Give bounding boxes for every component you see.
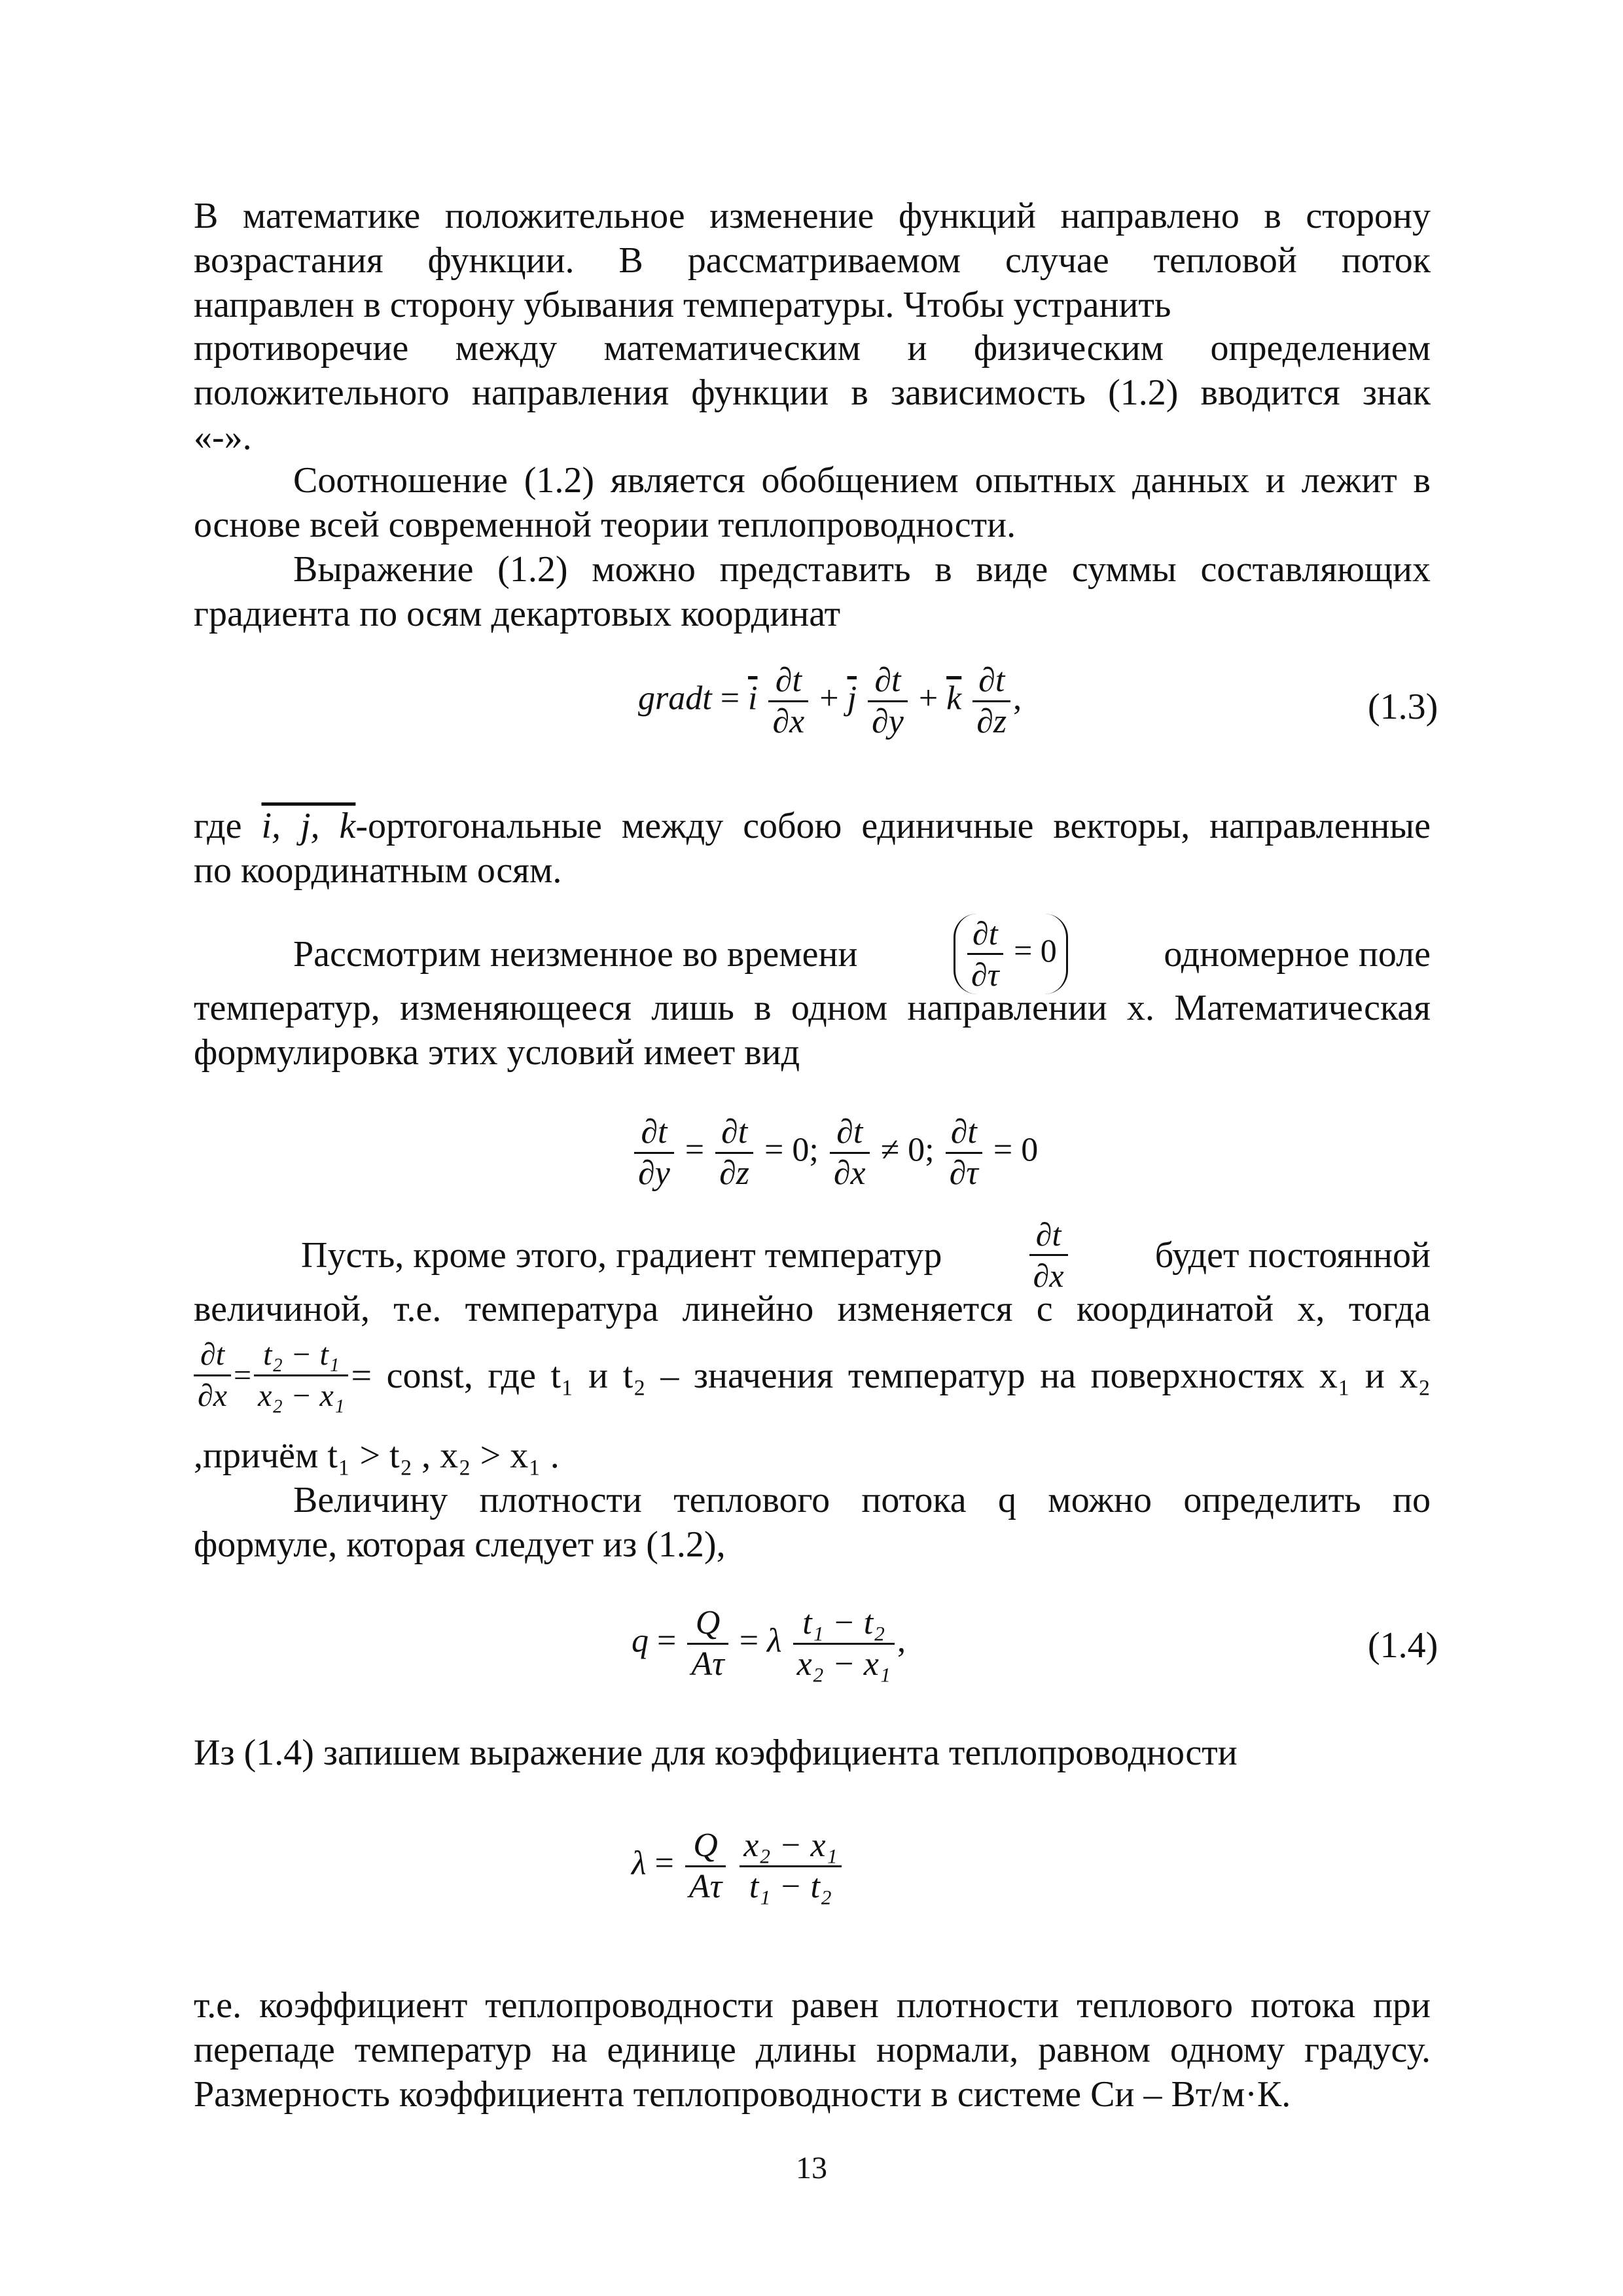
equation-conductivity: λ = $\frac{Q}{A\tau}$ $\frac{\text{x₂ − x₁}}{\text{t₁ − t₂}}$ — [632, 1826, 844, 1907]
equation-heat-flux: q = $\frac{Q}{A\tau}$ = λ $\frac{\text{t₁ − t₂}}{\text{x₂ − x₁}}$ , — [632, 1604, 906, 1683]
text-line: основе всей современной теории теплопроводности. — [194, 505, 1016, 545]
text-line: Выражение (1.2) можно представить в виде суммы составляющих — [293, 549, 1431, 590]
text-line: формулировка этих условий имеет вид — [194, 1032, 800, 1073]
text-line: Соотношение (1.2) является обобщением опытных данных и лежит в — [293, 460, 1431, 501]
eq-gradt: gradt — [638, 679, 712, 717]
fraction: $\frac{\partial t}{\partial x}$ — [768, 661, 808, 742]
text-line: $\frac{\partial t}{\partial x}$ = $\frac{\text{t₂ − t₁}}{\text{x₂ − x₁}}$ = const, где t₁ и t₂ – значения температур на поверхностях x₁ и x₂ — [194, 1335, 1431, 1416]
equation-number: (1.4) — [1368, 1625, 1438, 1666]
text-line: величиной, т.е. температура линейно изменяется с координатой x, тогда — [194, 1289, 1431, 1329]
text-line: ,причём t₁ > t₂ , x₂ > x₁ . — [194, 1435, 560, 1476]
text-line: т.е. коэффициент теплопроводности равен плотности теплового потока при — [194, 1985, 1431, 2026]
text-line: Размерность коэффициента теплопроводности в системе Си – Вт/м·К. — [194, 2074, 1291, 2115]
text-line: Из (1.4) запишем выражение для коэффициента теплопроводности — [194, 1732, 1238, 1773]
text-line: температур, изменяющееся лишь в одном направлении x. Математическая — [194, 988, 1431, 1028]
text-line: Величину плотности теплового потока q можно определить по — [293, 1480, 1431, 1520]
text-line: противоречие между математическим и физическим определением — [194, 328, 1431, 368]
text-line: Пусть, кроме этого, градиент температур $\frac{\partial t}{\partial x}$ будет постоянной — [301, 1216, 1431, 1294]
text-line: направлен в сторону убывания температуры. Чтобы устранить — [194, 285, 1171, 325]
text-line: «-». — [194, 417, 252, 457]
text-line: перепаде температур на единице длины нормали, равном одному градусу. — [194, 2030, 1431, 2070]
equation-number: (1.3) — [1368, 687, 1438, 727]
page-number: 13 — [796, 2151, 827, 2185]
fraction: $\frac{\partial t}{\partial y}$ — [868, 661, 908, 742]
time-derivative-condition: $\frac{\partial t}{\partial\tau}$ = 0 — [954, 914, 1068, 994]
text-line: где i, j, k-ортогональные между собою единичные векторы, направленные — [194, 806, 1431, 846]
fraction: $\frac{\partial t}{\partial z}$ — [972, 661, 1010, 742]
text-line: формуле, которая следует из (1.2), — [194, 1524, 726, 1565]
text-line: градиента по осям декартовых координат — [194, 594, 841, 634]
equation-gradient: gradt = $\overline{i}$ $\frac{\partial t}{\partial x}$ + $\overline{j}$ $\frac{\partial t}{\partial y}$ + $\overline{k}$ $\frac{\partial t}{\partial z}$ , — [638, 662, 1022, 740]
text-line: В математике положительное изменение функций направлено в сторону — [194, 196, 1431, 236]
text-line: Рассмотрим неизменное во времени $\frac{\partial t}{\partial\tau}$ = 0 одномерное поле — [293, 915, 1431, 993]
text-line: положительного направления функции в зависимость (1.2) вводится знак — [194, 372, 1431, 413]
text-line: возрастания функции. В рассматриваемом случае тепловой поток — [194, 240, 1431, 281]
equation-conditions: $\frac{\partial t}{\partial y}$ = $\frac{\partial t}{\partial z}$ = 0; $\frac{\partial t}{\partial x}$ ≠ 0; $\frac{\partial t}{\partial\tau}$ = 0 — [632, 1113, 1038, 1193]
text-line: по координатным осям. — [194, 850, 562, 891]
